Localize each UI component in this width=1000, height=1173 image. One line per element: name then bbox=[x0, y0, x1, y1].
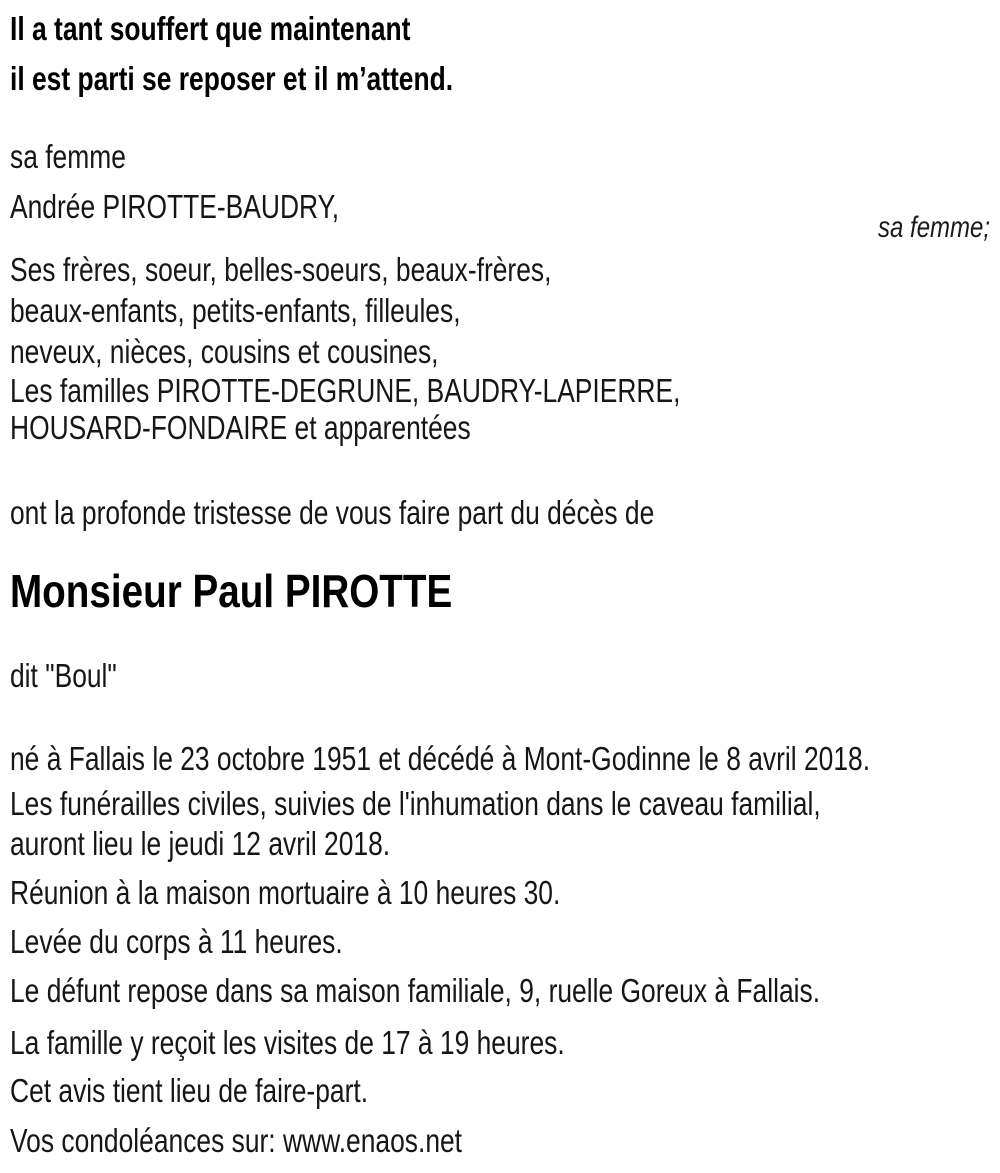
family-line-1: Ses frères, soeur, belles-soeurs, beaux-frères, bbox=[10, 251, 552, 288]
relation-label: sa femme bbox=[10, 138, 126, 175]
deceased-nickname: dit "Boul" bbox=[10, 657, 117, 694]
detail-line-repose: Le défunt repose dans sa maison familiale, 9, ruelle Goreux à Fallais. bbox=[10, 972, 821, 1009]
announcement-line: ont la profonde tristesse de vous faire part du décès de bbox=[10, 494, 655, 531]
family-line-4: Les familles PIROTTE-DEGRUNE, BAUDRY-LAPIERRE, bbox=[10, 372, 681, 409]
deceased-name: Monsieur Paul PIROTTE bbox=[10, 565, 453, 617]
epitaph-line-1: Il a tant souffert que maintenant bbox=[10, 10, 411, 47]
family-line-3: neveux, nièces, cousins et cousines, bbox=[10, 333, 439, 370]
spouse-name: Andrée PIROTTE-BAUDRY, bbox=[10, 188, 340, 225]
detail-line-visites: La famille y reçoit les visites de 17 à 19 heures. bbox=[10, 1024, 565, 1061]
condolences-url[interactable]: www.enaos.net bbox=[282, 1122, 463, 1159]
detail-line-avis: Cet avis tient lieu de faire-part. bbox=[10, 1072, 369, 1109]
family-line-5: HOUSARD-FONDAIRE et apparentées bbox=[10, 409, 471, 446]
family-line-2: beaux-enfants, petits-enfants, filleules, bbox=[10, 292, 461, 329]
condolences-line bbox=[10, 1124, 462, 1157]
detail-line-birth-death: né à Fallais le 23 octobre 1951 et décédé à Mont-Godinne le 8 avril 2018. bbox=[10, 740, 871, 777]
detail-line-funeral-2: auront lieu le jeudi 12 avril 2018. bbox=[10, 825, 391, 862]
detail-line-levee: Levée du corps à 11 heures. bbox=[10, 923, 343, 960]
detail-line-funeral-1: Les funérailles civiles, suivies de l'inhumation dans le caveau familial, bbox=[10, 785, 821, 822]
relation-note-right: sa femme; bbox=[877, 211, 990, 244]
epitaph-line-2: il est parti se reposer et il m’attend. bbox=[10, 60, 454, 97]
condolences-label: Vos condoléances sur: bbox=[10, 1122, 283, 1159]
detail-line-reunion: Réunion à la maison mortuaire à 10 heures 30. bbox=[10, 874, 561, 911]
